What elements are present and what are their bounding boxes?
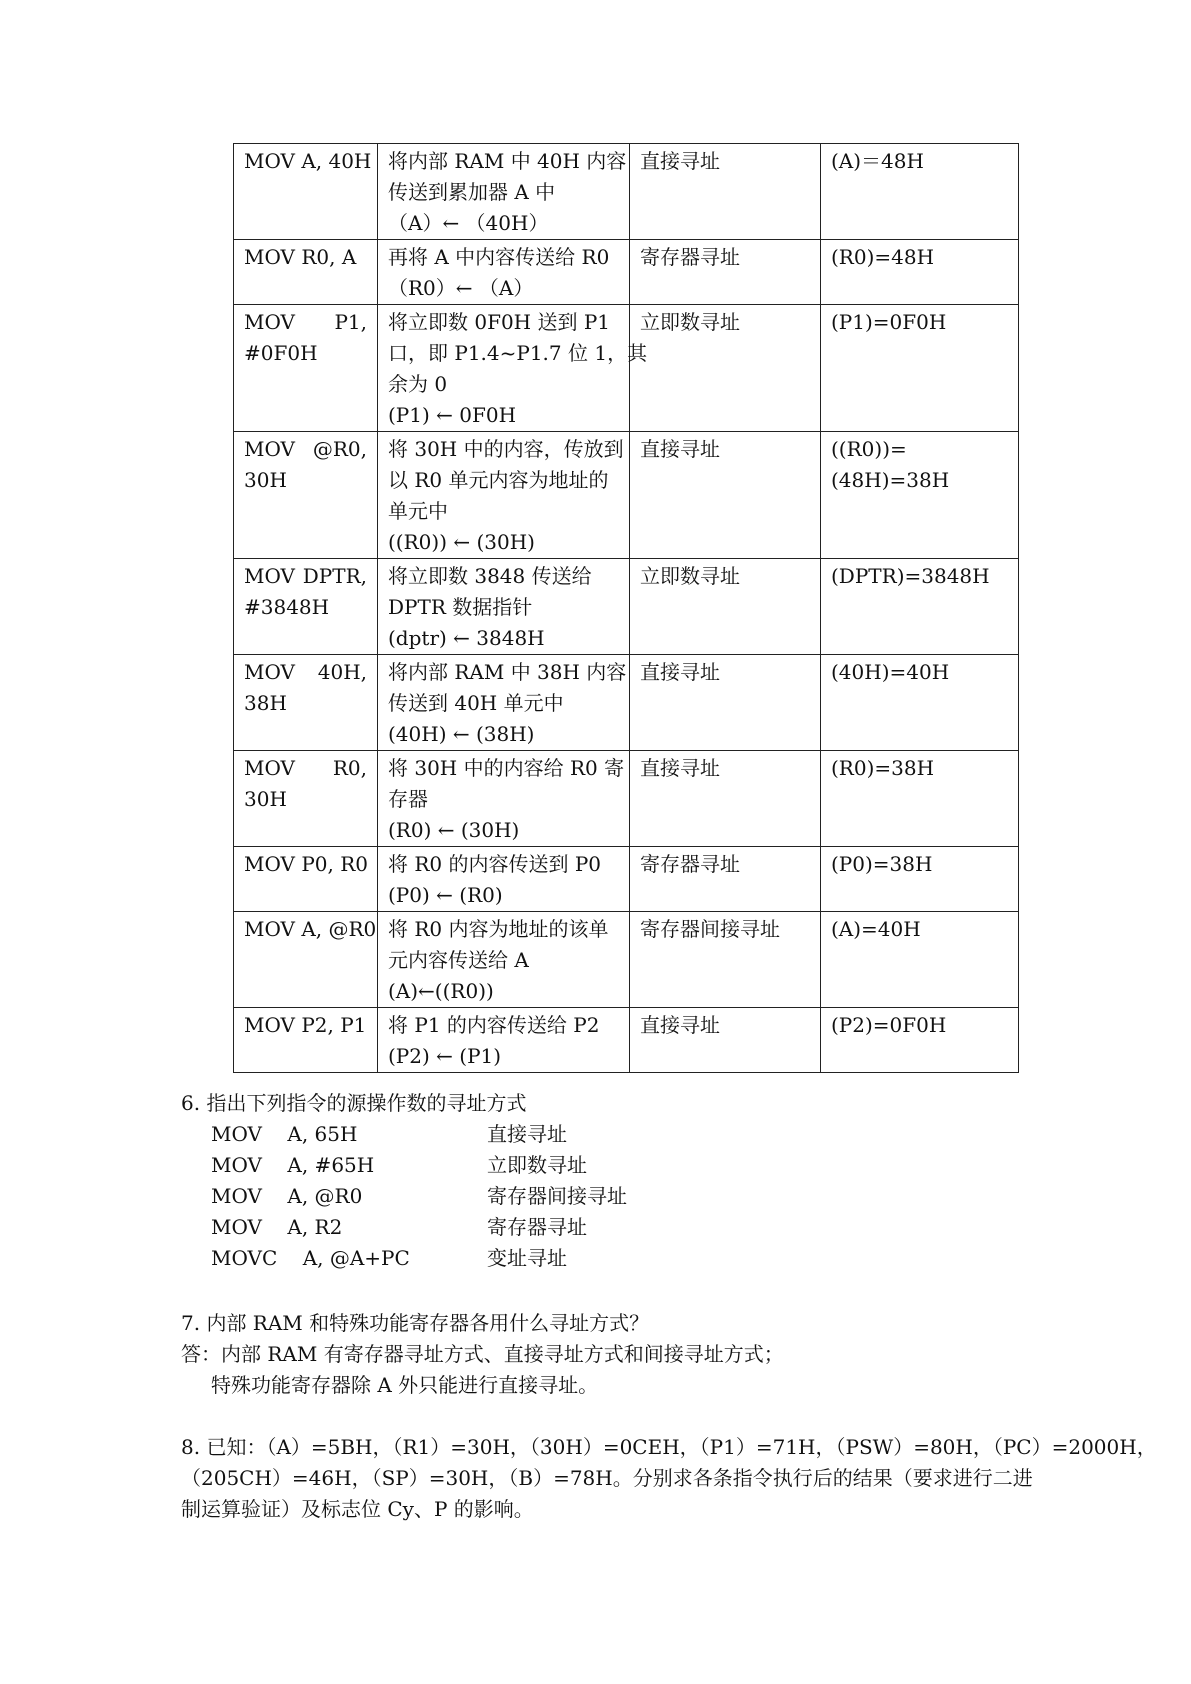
description-cell-line: 再将 A 中内容传送给 R0 — [388, 245, 610, 269]
instruction-table-body — [234, 144, 1019, 1073]
instruction-cell — [234, 655, 378, 751]
table-row — [234, 240, 1019, 305]
result-cell: (40H)=40H — [821, 655, 1019, 751]
instruction-cell — [234, 305, 378, 432]
description-cell — [378, 432, 630, 559]
description-cell — [378, 305, 648, 432]
addressing-mode-cell: 立即数寻址 — [630, 559, 821, 655]
result-cell: (R0)=38H — [821, 751, 1019, 847]
result-cell: (P0)=38H — [821, 847, 1019, 912]
description-cell-line: 将立即数 3848 传送给 — [388, 564, 592, 588]
addressing-mode-cell: 寄存器寻址 — [630, 240, 821, 305]
list-item-addressing-mode: 寄存器间接寻址 — [487, 1184, 627, 1208]
description-cell-line: ((R0)) ← (30H) — [388, 530, 535, 554]
description-cell-line: (dptr) ← 3848H — [388, 626, 545, 650]
question-8-line-1: 8. 已知：（A）=5BH，（R1）=30H，（30H）=0CEH，（P1）=71H，（PSW）=80H，（PC）=2000H， — [181, 1435, 1157, 1459]
table-row — [234, 432, 1019, 559]
table-row — [234, 559, 1019, 655]
question-7-answer-line-2: 特殊功能寄存器除 A 外只能进行直接寻址。 — [211, 1373, 599, 1397]
description-cell-line: 余为 0 — [388, 372, 448, 396]
description-cell-line: 传送到累加器 A 中 — [388, 180, 556, 204]
description-cell-line: 以 R0 单元内容为地址的 — [388, 468, 609, 492]
description-cell-line: 口，即 P1.4~P1.7 位 1，其 — [388, 341, 648, 365]
question-7-title: 7. 内部 RAM 和特殊功能寄存器各用什么寻址方式？ — [181, 1311, 650, 1335]
question-6 — [181, 1088, 627, 1274]
description-cell — [378, 655, 630, 751]
instruction-cell — [234, 559, 378, 655]
description-cell-line: 元内容传送给 A — [388, 948, 529, 972]
result-cell: (DPTR)=3848H — [821, 559, 1019, 655]
result-cell: ((R0))=(48H)=38H — [821, 432, 1019, 559]
description-cell-line: 将 30H 中的内容给 R0 寄 — [388, 756, 625, 780]
result-cell: (P2)=0F0H — [821, 1008, 1019, 1073]
addressing-mode-cell: 寄存器寻址 — [630, 847, 821, 912]
table-row — [234, 144, 1019, 240]
question-8-line-3: 制运算验证）及标志位 Cy、P 的影响。 — [181, 1497, 534, 1521]
instruction-cell — [234, 912, 378, 1008]
description-cell-line: 单元中 — [388, 499, 448, 523]
instruction-cell — [234, 432, 378, 559]
instruction-cell-line: MOV P2, P1 — [244, 1013, 367, 1037]
list-item-addressing-mode: 直接寻址 — [487, 1122, 567, 1146]
description-cell-line: 将 30H 中的内容，传放到 — [388, 437, 624, 461]
addressing-mode-cell: 寄存器间接寻址 — [630, 912, 821, 1008]
description-cell-line: （A）← （40H） — [388, 211, 549, 235]
result-cell: (A)=40H — [821, 912, 1019, 1008]
instruction-cell-line: 38H — [244, 691, 287, 715]
instruction-cell-line: MOV @R0, — [244, 437, 367, 461]
description-cell — [378, 751, 630, 847]
list-item-instruction: MOV A, 65H — [211, 1122, 358, 1146]
list-item-instruction: MOVC A, @A+PC — [211, 1246, 410, 1270]
table-row — [234, 1008, 1019, 1073]
addressing-mode-cell: 直接寻址 — [630, 144, 821, 240]
result-cell: (P1)=0F0H — [821, 305, 1019, 432]
instruction-table — [233, 143, 1019, 1073]
question-8 — [181, 1432, 1157, 1525]
description-cell-line: 将 R0 内容为地址的该单 — [388, 917, 609, 941]
addressing-mode-cell: 直接寻址 — [630, 1008, 821, 1073]
list-item-addressing-mode: 立即数寻址 — [487, 1153, 587, 1177]
description-cell-line: 将内部 RAM 中 38H 内容 — [388, 660, 627, 684]
list-item-instruction: MOV A, #65H — [211, 1153, 375, 1177]
table-row — [234, 655, 1019, 751]
description-cell-line: 传送到 40H 单元中 — [388, 691, 564, 715]
table-row — [234, 912, 1019, 1008]
instruction-cell-line: #3848H — [244, 595, 330, 619]
description-cell-line: （R0）← （A） — [388, 276, 534, 300]
instruction-cell-line: MOV DPTR, — [244, 564, 367, 588]
instruction-cell-line: 30H — [244, 468, 287, 492]
instruction-cell — [234, 751, 378, 847]
list-item — [181, 1150, 587, 1181]
question-7 — [181, 1308, 784, 1401]
result-cell: (R0)=48H — [821, 240, 1019, 305]
instruction-cell-line: MOV 40H, — [244, 660, 367, 684]
addressing-mode-cell: 直接寻址 — [630, 751, 821, 847]
result-cell: (A)＝48H — [821, 144, 1019, 240]
description-cell-line: 将立即数 0F0H 送到 P1 — [388, 310, 611, 334]
list-item-addressing-mode: 寄存器寻址 — [487, 1215, 587, 1239]
question-7-answer-line-1: 答：内部 RAM 有寄存器寻址方式、直接寻址方式和间接寻址方式； — [181, 1342, 784, 1366]
addressing-mode-cell: 立即数寻址 — [630, 305, 821, 432]
instruction-cell — [234, 847, 378, 912]
description-cell — [378, 144, 630, 240]
addressing-mode-cell: 直接寻址 — [630, 655, 821, 751]
table-row — [234, 751, 1019, 847]
description-cell-line: (P2) ← (P1) — [388, 1044, 502, 1068]
table-row — [234, 847, 1019, 912]
description-cell — [378, 240, 630, 305]
description-cell-line: 存器 — [388, 787, 428, 811]
instruction-cell-line: MOV A, @R0 — [244, 917, 377, 941]
instruction-cell-line: MOV R0, A — [244, 245, 357, 269]
description-cell-line: (P0) ← (R0) — [388, 883, 503, 907]
description-cell-line: (R0) ← (30H) — [388, 818, 520, 842]
list-item-instruction: MOV A, R2 — [211, 1215, 343, 1239]
description-cell — [378, 559, 630, 655]
description-cell-line: (40H) ← (38H) — [388, 722, 535, 746]
list-item — [181, 1181, 627, 1212]
description-cell-line: 将 R0 的内容传送到 P0 — [388, 852, 602, 876]
instruction-cell — [234, 1008, 378, 1073]
list-item-addressing-mode: 变址寻址 — [487, 1246, 567, 1270]
question-6-list — [181, 1119, 627, 1274]
instruction-cell-line: MOV P0, R0 — [244, 852, 369, 876]
description-cell — [378, 912, 630, 1008]
instruction-cell-line: #0F0H — [244, 341, 318, 365]
question-6-title: 6. 指出下列指令的源操作数的寻址方式 — [181, 1091, 527, 1115]
instruction-cell-line: MOV P1, — [244, 310, 367, 334]
instruction-cell — [234, 240, 378, 305]
description-cell-line: DPTR 数据指针 — [388, 595, 533, 619]
description-cell — [378, 847, 630, 912]
addressing-mode-cell: 直接寻址 — [630, 432, 821, 559]
instruction-cell-line: 30H — [244, 787, 287, 811]
description-cell-line: (A)←((R0)) — [388, 979, 494, 1003]
instruction-cell — [234, 144, 378, 240]
list-item-instruction: MOV A, @R0 — [211, 1184, 363, 1208]
description-cell-line: 将内部 RAM 中 40H 内容 — [388, 149, 627, 173]
list-item — [181, 1119, 567, 1150]
description-cell-line: 将 P1 的内容传送给 P2 — [388, 1013, 600, 1037]
description-cell-line: (P1) ← 0F0H — [388, 403, 517, 427]
instruction-cell-line: MOV A, 40H — [244, 149, 372, 173]
question-8-line-2: （205CH）=46H，（SP）=30H，（B）=78H。分别求各条指令执行后的结果（要求进行二进 — [181, 1466, 1033, 1490]
list-item — [181, 1212, 587, 1243]
list-item — [181, 1243, 567, 1274]
instruction-cell-line: MOV R0, — [244, 756, 367, 780]
description-cell — [378, 1008, 630, 1073]
table-row — [234, 305, 1019, 432]
